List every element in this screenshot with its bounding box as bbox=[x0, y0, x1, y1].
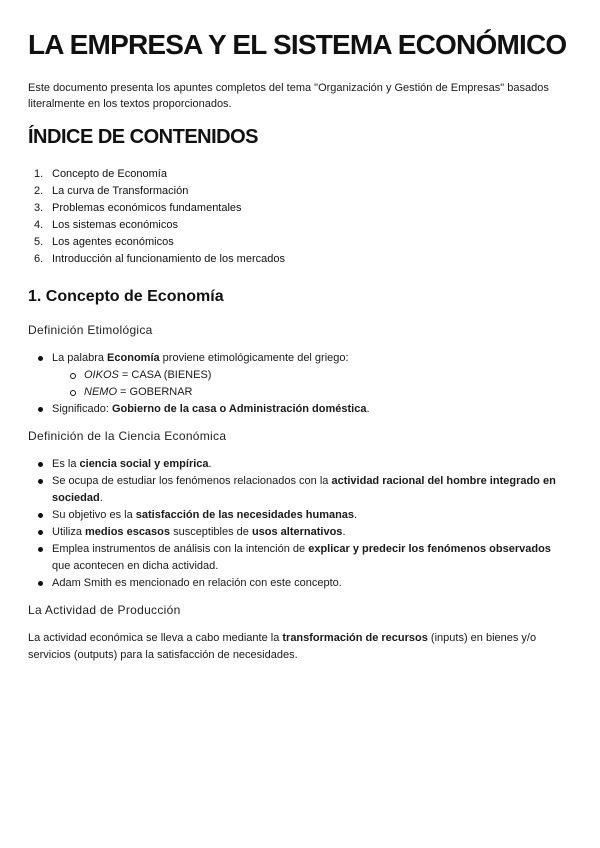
toc-item-label: La curva de Transformación bbox=[52, 185, 189, 197]
bullet-icon bbox=[38, 530, 43, 535]
bullet-icon bbox=[38, 513, 43, 518]
toc-item[interactable]: 4. Los sistemas económicos bbox=[28, 217, 572, 234]
production-paragraph: La actividad económica se lleva a cabo mediante la transformación de recursos (inputs) en bienes y/o servicios (outputs) para la satisfacción de necesidades. bbox=[28, 632, 537, 661]
list-item: Utiliza medios escasos susceptibles de usos alternativos. bbox=[38, 524, 572, 541]
toc-item-label: Los sistemas económicos bbox=[52, 219, 178, 231]
bullet-icon bbox=[38, 462, 43, 467]
bullet-icon bbox=[38, 356, 43, 361]
toc-item-label: Concepto de Economía bbox=[52, 168, 167, 180]
circle-bullet-icon bbox=[70, 390, 76, 396]
list-item: Emplea instrumentos de análisis con la intención de explicar y predecir los fenómenos observados que acontecen en dicha actividad. bbox=[38, 541, 572, 575]
greek-roots-list bbox=[52, 367, 572, 401]
toc-item[interactable]: 2. La curva de Transformación bbox=[28, 183, 572, 200]
list-item: La palabra Economía proviene etimológicamente del griego: OIKOS = CASA (BIENES) NEMO = GOBERNAR bbox=[38, 350, 572, 401]
list-item: Se ocupa de estudiar los fenómenos relacionados con la actividad racional del hombre integrado en sociedad. bbox=[38, 473, 572, 507]
bullet-icon bbox=[38, 407, 43, 412]
circle-bullet-icon bbox=[70, 373, 76, 379]
list-item: Su objetivo es la satisfacción de las necesidades humanas. bbox=[38, 507, 572, 524]
list-item: Adam Smith es mencionado en relación con este concepto. bbox=[38, 575, 572, 592]
science-subtitle: Definición de la Ciencia Económica bbox=[28, 429, 227, 443]
science-list bbox=[28, 456, 572, 592]
toc-list bbox=[28, 166, 572, 268]
toc-item-label: Problemas económicos fundamentales bbox=[52, 202, 242, 214]
bullet-icon bbox=[38, 479, 43, 484]
toc-item[interactable]: 5. Los agentes económicos bbox=[28, 234, 572, 251]
toc-item[interactable]: 1. Concepto de Economía bbox=[28, 166, 572, 183]
etymology-subtitle: Definición Etimológica bbox=[28, 323, 153, 337]
production-subtitle: La Actividad de Producción bbox=[28, 603, 181, 617]
list-item: Significado: Gobierno de la casa o Administración doméstica. bbox=[38, 401, 572, 418]
toc-title: ÍNDICE DE CONTENIDOS bbox=[28, 126, 259, 148]
etymology-list bbox=[28, 350, 572, 418]
intro-paragraph: Este documento presenta los apuntes completos del tema "Organización y Gestión de Empresas" basados literalmente en los textos proporcionados. bbox=[28, 82, 549, 110]
toc-item[interactable]: 6. Introducción al funcionamiento de los mercados bbox=[28, 251, 572, 268]
document-title: LA EMPRESA Y EL SISTEMA ECONÓMICO bbox=[28, 29, 567, 60]
toc-item[interactable]: 3. Problemas económicos fundamentales bbox=[28, 200, 572, 217]
list-item: Es la ciencia social y empírica. bbox=[38, 456, 572, 473]
toc-item-label: Los agentes económicos bbox=[52, 236, 174, 248]
toc-item-label: Introducción al funcionamiento de los mercados bbox=[52, 253, 285, 265]
list-item: NEMO = GOBERNAR bbox=[70, 384, 572, 401]
bullet-icon bbox=[38, 581, 43, 586]
bullet-icon bbox=[38, 547, 43, 552]
section-1-title: 1. Concepto de Economía bbox=[28, 288, 224, 305]
list-item: OIKOS = CASA (BIENES) bbox=[70, 367, 572, 384]
